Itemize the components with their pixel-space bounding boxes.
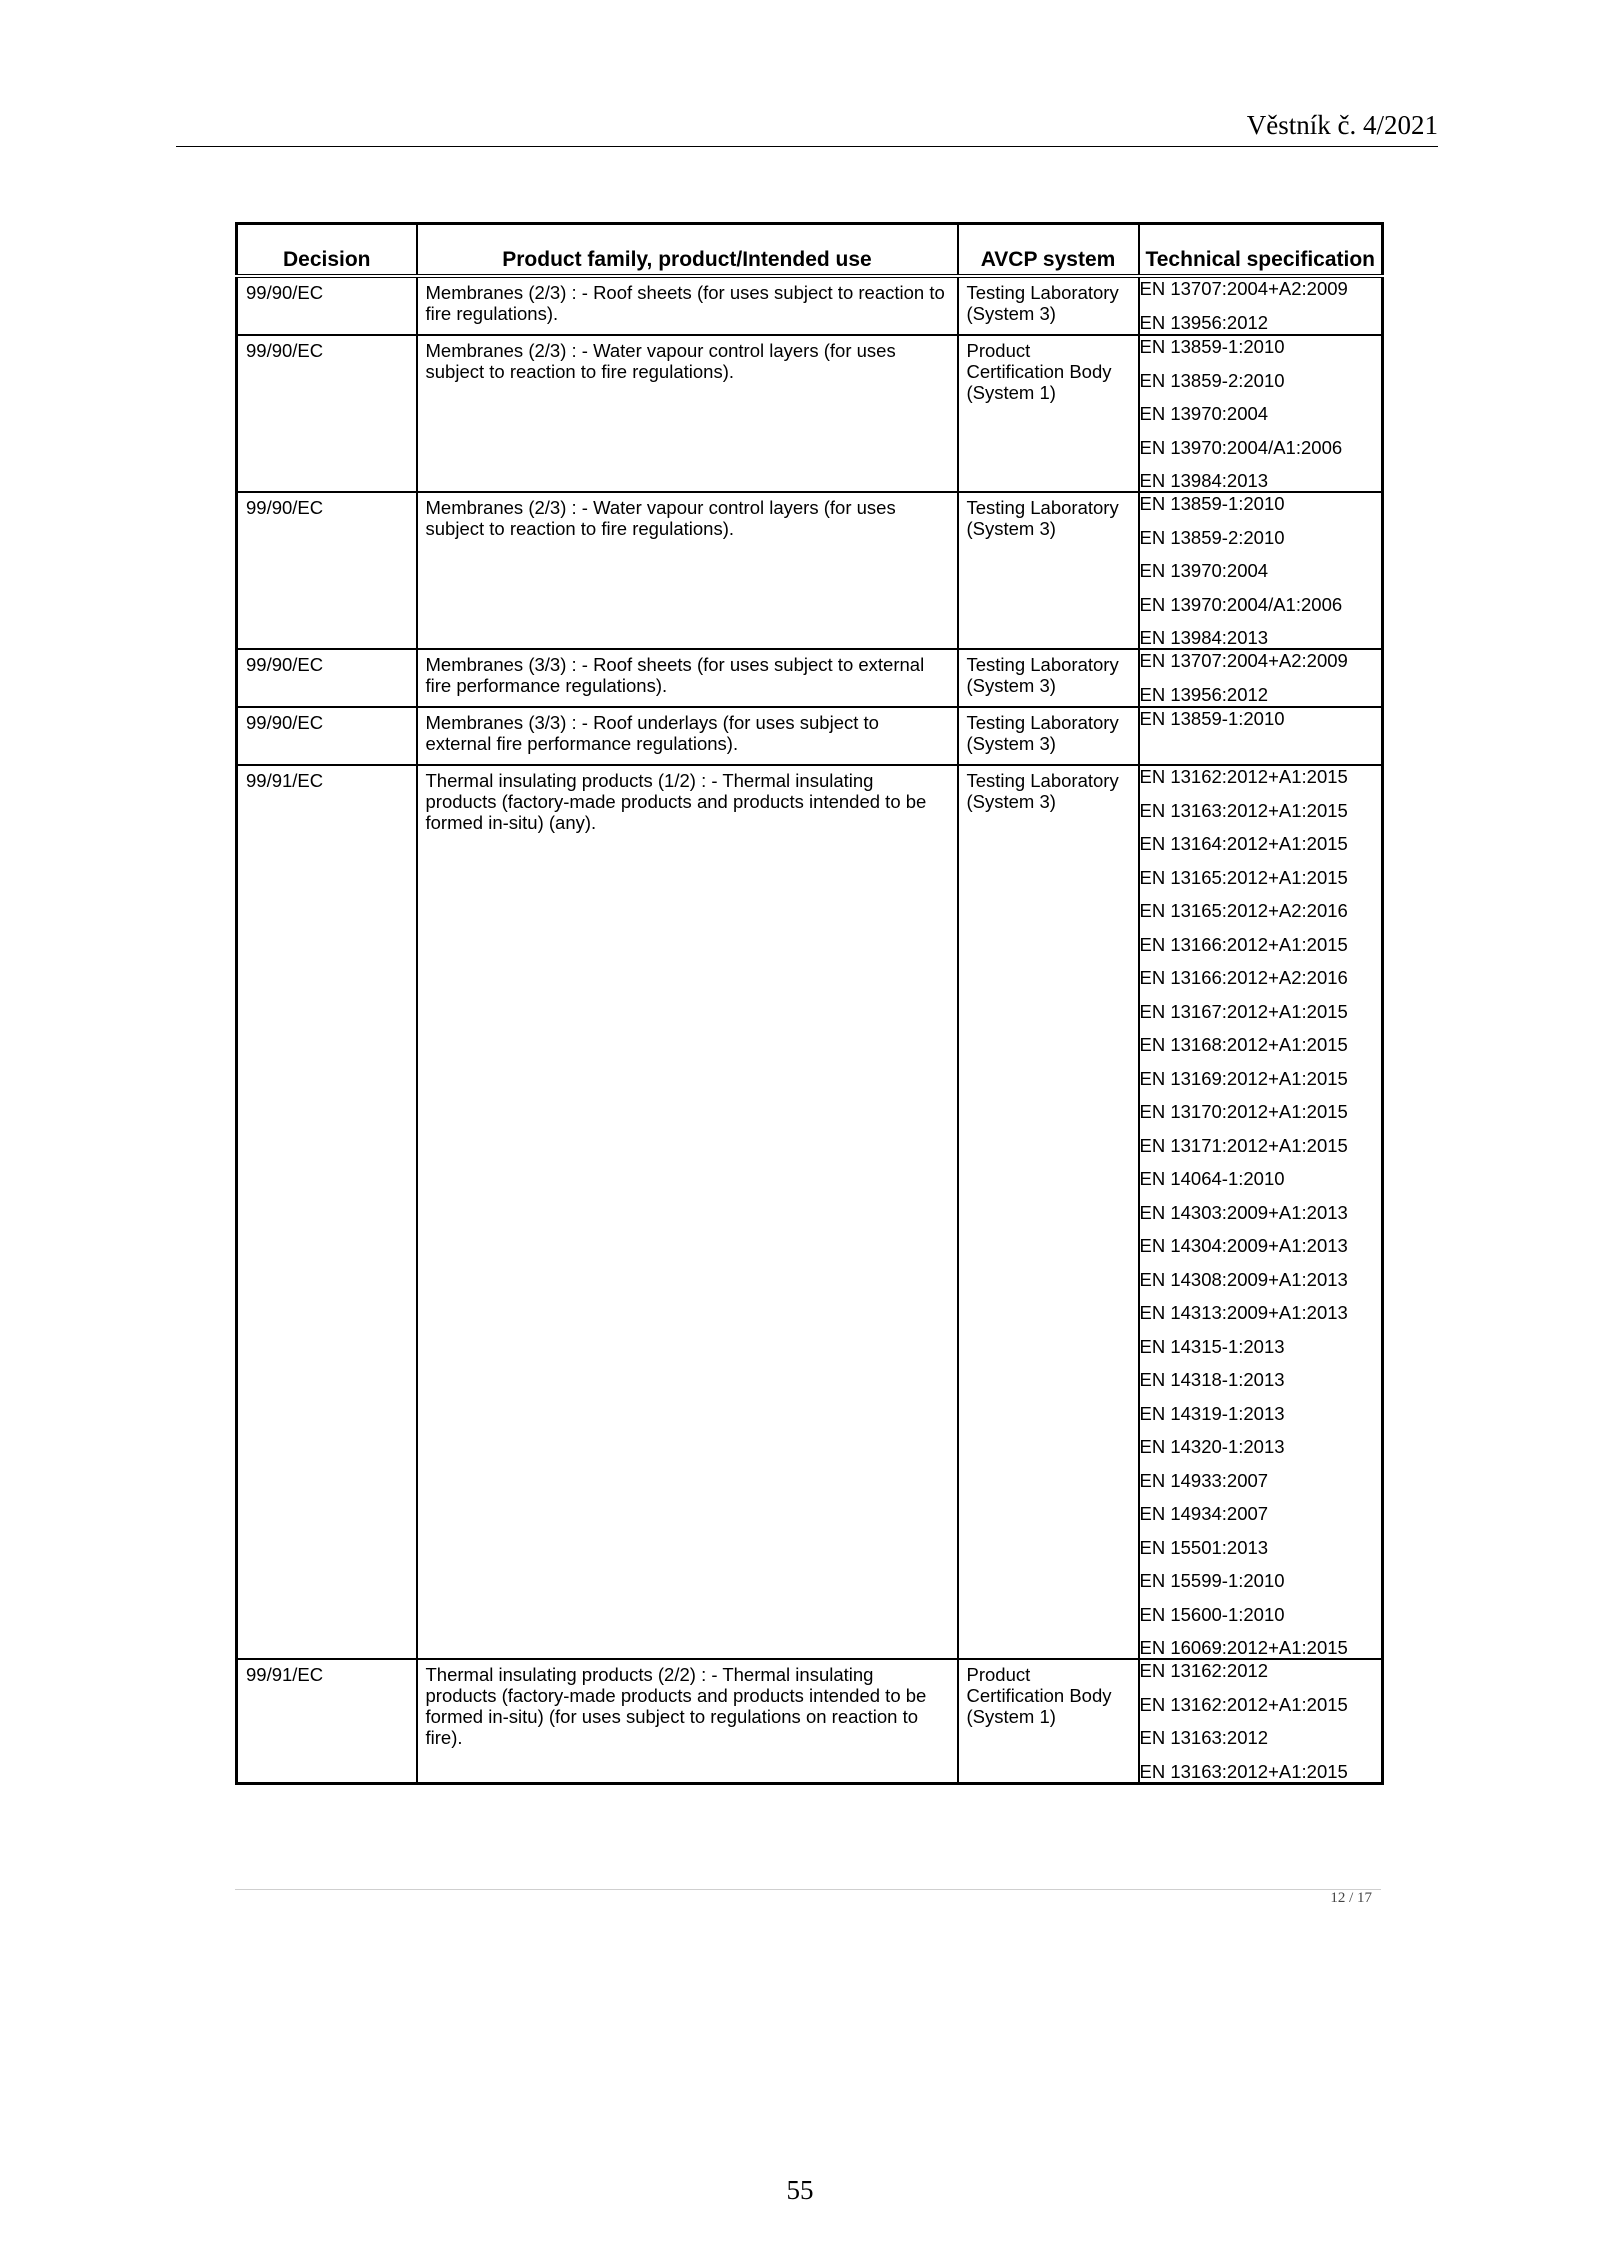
decision-cell: 99/90/EC — [246, 654, 324, 675]
avcp-cell: Product Certification Body (System 1) — [966, 1664, 1112, 1727]
product-cell: Membranes (2/3) : - Water vapour control layers (for uses subject to reaction to fire regulations). — [425, 340, 896, 382]
avcp-cell: Testing Laboratory (System 3) — [966, 654, 1119, 696]
specification-item: EN 15600-1:2010 — [1139, 1603, 1285, 1625]
avcp-cell: Product Certification Body (System 1) — [966, 340, 1112, 403]
specification-item: EN 13956:2012 — [1139, 683, 1269, 705]
specification-item: EN 14064-1:2010 — [1139, 1168, 1285, 1189]
specification-item: EN 14318-1:2013 — [1139, 1369, 1285, 1390]
specification-item: EN 13167:2012+A1:2015 — [1139, 1000, 1348, 1022]
table-header-row — [237, 224, 1383, 277]
technical-specification-cell — [1139, 492, 1383, 649]
avcp-cell: Testing Laboratory (System 3) — [966, 712, 1119, 754]
table-row — [237, 765, 1383, 1659]
decision-cell: 99/90/EC — [246, 282, 324, 303]
specification-item: EN 13162:2012+A1:2015 — [1139, 766, 1348, 787]
specification-item: EN 13984:2013 — [1139, 627, 1269, 648]
column-header-technical-specification: Technical specification — [1139, 224, 1383, 277]
specification-item: EN 13970:2004 — [1139, 403, 1269, 424]
specification-item: EN 13171:2012+A1:2015 — [1139, 1134, 1348, 1156]
specification-item: EN 13166:2012+A2:2016 — [1139, 967, 1348, 988]
specification-item: EN 13165:2012+A1:2015 — [1139, 866, 1348, 888]
specification-item: EN 13859-2:2010 — [1139, 369, 1285, 391]
product-cell: Thermal insulating products (2/2) : - Thermal insulating products (factory-made products and products intended to be formed in-situ) (for uses subject to regulations on reaction to fire). — [425, 1664, 927, 1748]
specification-item: EN 13970:2004/A1:2006 — [1139, 593, 1343, 615]
specification-item: EN 15501:2013 — [1139, 1536, 1269, 1558]
footer-divider — [235, 1889, 1381, 1890]
specification-item: EN 13163:2012 — [1139, 1727, 1269, 1748]
specification-item: EN 13170:2012+A1:2015 — [1139, 1101, 1348, 1122]
specification-item: EN 13166:2012+A1:2015 — [1139, 933, 1348, 955]
specification-item: EN 16069:2012+A1:2015 — [1139, 1637, 1348, 1658]
specification-item: EN 13163:2012+A1:2015 — [1139, 1760, 1348, 1782]
product-cell: Thermal insulating products (1/2) : - Thermal insulating products (factory-made products and products intended to be formed in-situ) (any). — [425, 770, 927, 833]
decision-cell: 99/90/EC — [246, 340, 324, 361]
specification-item: EN 14308:2009+A1:2013 — [1139, 1268, 1348, 1290]
decision-cell: 99/90/EC — [246, 497, 324, 518]
avcp-cell: Testing Laboratory (System 3) — [966, 282, 1119, 324]
specification-item: EN 13707:2004+A2:2009 — [1139, 278, 1348, 299]
product-cell: Membranes (3/3) : - Roof sheets (for uses subject to external fire performance regulations). — [425, 654, 925, 696]
product-cell: Membranes (2/3) : - Roof sheets (for uses subject to reaction to fire regulations). — [425, 282, 945, 324]
technical-specification-cell — [1139, 1659, 1383, 1783]
product-cell: Membranes (3/3) : - Roof underlays (for uses subject to external fire performance regulations). — [425, 712, 879, 754]
bulletin-title: Věstník č. 4/2021 — [1246, 110, 1438, 140]
table-row — [237, 1659, 1383, 1783]
specification-table — [235, 222, 1384, 1785]
specification-item: EN 14933:2007 — [1139, 1469, 1269, 1491]
specification-item: EN 13956:2012 — [1139, 311, 1269, 333]
decision-cell: 99/91/EC — [246, 770, 324, 791]
specification-item: EN 13859-1:2010 — [1139, 493, 1285, 514]
specification-item: EN 13859-1:2010 — [1139, 708, 1285, 729]
table-body — [237, 276, 1383, 1783]
specification-item: EN 14320-1:2013 — [1139, 1436, 1285, 1457]
specification-item: EN 14303:2009+A1:2013 — [1139, 1201, 1348, 1223]
table-row — [237, 276, 1383, 335]
header-divider — [176, 146, 1438, 147]
column-header-decision: Decision — [237, 224, 417, 277]
table-row — [237, 649, 1383, 707]
technical-specification-cell — [1139, 335, 1383, 492]
specification-item: EN 14319-1:2013 — [1139, 1402, 1285, 1424]
specification-item: EN 13165:2012+A2:2016 — [1139, 900, 1348, 921]
specification-item: EN 13970:2004/A1:2006 — [1139, 436, 1343, 458]
table-row — [237, 335, 1383, 492]
technical-specification-cell — [1139, 707, 1383, 765]
specification-item: EN 13168:2012+A1:2015 — [1139, 1034, 1348, 1055]
specification-item: EN 13707:2004+A2:2009 — [1139, 650, 1348, 671]
specification-item: EN 13163:2012+A1:2015 — [1139, 799, 1348, 821]
column-header-product: Product family, product/Intended use — [417, 224, 958, 277]
technical-specification-cell — [1139, 765, 1383, 1659]
specification-item: EN 13984:2013 — [1139, 470, 1269, 491]
specification-item: EN 13970:2004 — [1139, 560, 1269, 581]
product-cell: Membranes (2/3) : - Water vapour control layers (for uses subject to reaction to fire regulations). — [425, 497, 896, 539]
page-number: 55 — [786, 2175, 814, 2205]
specification-item: EN 13162:2012+A1:2015 — [1139, 1693, 1348, 1715]
avcp-cell: Testing Laboratory (System 3) — [966, 770, 1119, 812]
table-row — [237, 707, 1383, 765]
specification-item: EN 13859-1:2010 — [1139, 336, 1285, 357]
specification-item: EN 14304:2009+A1:2013 — [1139, 1235, 1348, 1256]
decision-cell: 99/91/EC — [246, 1664, 324, 1685]
decision-cell: 99/90/EC — [246, 712, 324, 733]
column-header-avcp: AVCP system — [958, 224, 1139, 277]
avcp-cell: Testing Laboratory (System 3) — [966, 497, 1119, 539]
specification-item: EN 13169:2012+A1:2015 — [1139, 1067, 1348, 1089]
specification-item: EN 14315-1:2013 — [1139, 1335, 1285, 1357]
specification-item: EN 13859-2:2010 — [1139, 526, 1285, 548]
specification-item: EN 14313:2009+A1:2013 — [1139, 1302, 1348, 1323]
technical-specification-cell — [1139, 276, 1383, 335]
specification-item: EN 15599-1:2010 — [1139, 1570, 1285, 1591]
page-counter: 12 / 17 — [1330, 1890, 1372, 1906]
specification-item: EN 14934:2007 — [1139, 1503, 1269, 1524]
specification-item: EN 13164:2012+A1:2015 — [1139, 833, 1348, 854]
specification-item: EN 13162:2012 — [1139, 1660, 1269, 1681]
technical-specification-cell — [1139, 649, 1383, 707]
table-row — [237, 492, 1383, 649]
